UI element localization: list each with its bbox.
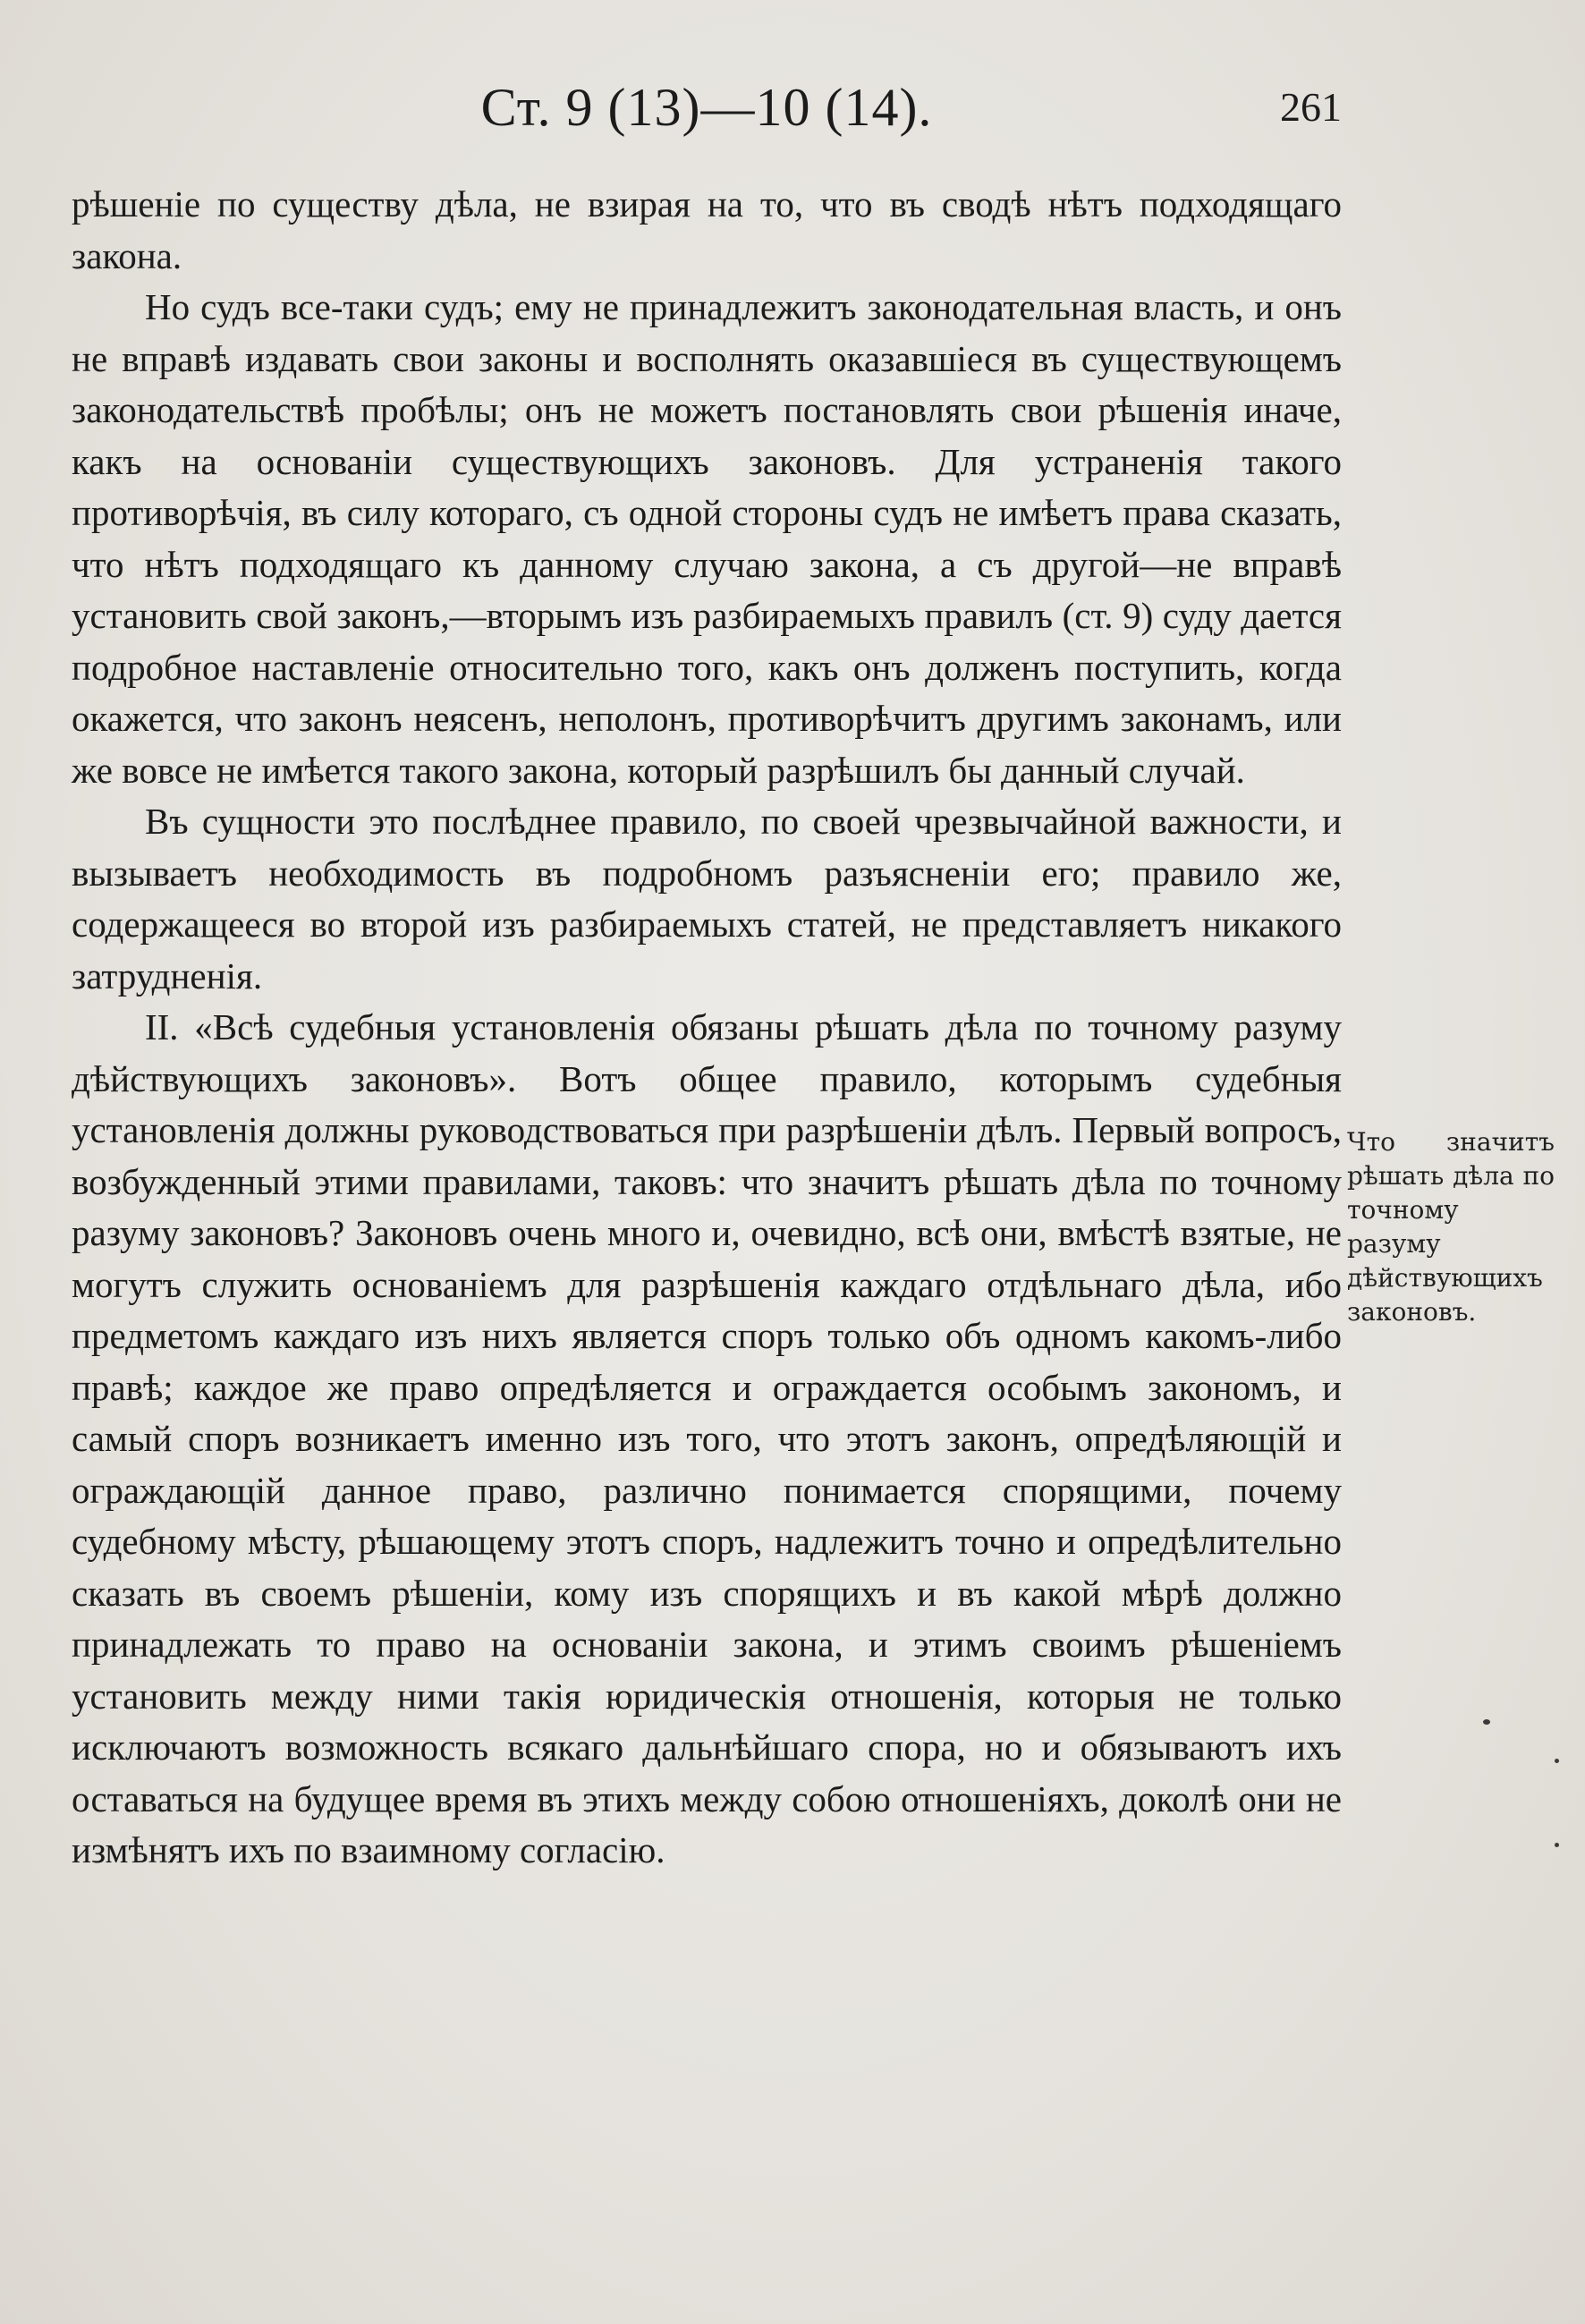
paragraph-1: рѣшеніе по существу дѣла, не взирая на то, что въ сводѣ нѣтъ подходящаго закона.: [72, 183, 1342, 276]
ink-speck: [1555, 1843, 1559, 1847]
page-number: 261: [1280, 84, 1342, 130]
main-text: [72, 179, 1342, 1877]
ink-speck: [1555, 1759, 1559, 1763]
page-header: [72, 72, 1342, 143]
running-head: Ст. 9 (13)—10 (14).: [480, 78, 933, 137]
paragraph-2: Но судъ все-таки судъ; ему не принадлежитъ законодательная власть, и онъ не вправѣ издавать свои законы и восполнять оказавшіеся въ существующемъ законодательствѣ пробѣлы; онъ не можетъ постановлять свои рѣшенія иначе, какъ на основаніи существующихъ законовъ. Для устраненія такого противорѣчія, въ силу котораго, съ одной стороны судъ не имѣетъ права сказать, что нѣтъ подходящаго къ данному случаю закона, а съ другой—не вправѣ установить свой законъ,—вторымъ изъ разбираемыхъ правилъ (ст. 9) суду дается подробное наставленіе относительно того, какъ онъ долженъ поступить, когда окажется, что законъ неясенъ, неполонъ, противорѣчитъ другимъ законамъ, или же вовсе не имѣется такого закона, который разрѣшилъ бы данный случай.: [72, 286, 1342, 791]
paragraph-4: II. «Всѣ судебныя установленія обязаны рѣшать дѣла по точному разуму дѣйствующихъ законовъ». Вотъ общее правило, которымъ судебныя установленія должны руководствоваться при разрѣшеніи дѣлъ. Первый вопросъ, возбужденный этими правилами, таковъ: что значитъ рѣшать дѣла по точному разуму законовъ? Законовъ очень много и, очевидно, всѣ они, вмѣстѣ взятые, не могутъ служить основаніемъ для разрѣшенія каждаго отдѣльнаго дѣла, ибо предметомъ каждаго изъ нихъ является споръ только объ одномъ какомъ-либо правѣ; каждое же право опредѣляется и ограждается особымъ закономъ, и самый споръ возникаетъ именно изъ того, что этотъ законъ, опредѣляющій и ограждающій данное право, различно понимается спорящими, почему судебному мѣсту, рѣшающему этотъ споръ, надлежитъ точно и опредѣлительно сказать въ своемъ рѣшеніи, кому изъ спорящихъ и въ какой мѣрѣ должно принадлежать то право на основаніи закона, и этимъ своимъ рѣшеніемъ установить между ними такія юридическія отношенія, которыя не только исключаютъ возможность всякаго дальнѣйшаго спора, но и обязываютъ ихъ оставаться на будущее время въ этихъ между собою отношеніяхъ, доколѣ они не измѣнятъ ихъ по взаимному согласію.: [72, 1006, 1342, 1870]
ink-speck: [1483, 1719, 1490, 1725]
paragraph-3: Въ сущности это послѣднее правило, по своей чрезвычайной важности, и вызываетъ необходимость въ подробномъ разъясненіи его; правило же, содержащееся во второй изъ разбираемыхъ статей, не представляетъ никакого затрудненія.: [72, 801, 1342, 997]
margin-note: Что значитъ рѣшать дѣла по точному разуму дѣйствующихъ законовъ.: [1347, 1127, 1555, 1327]
